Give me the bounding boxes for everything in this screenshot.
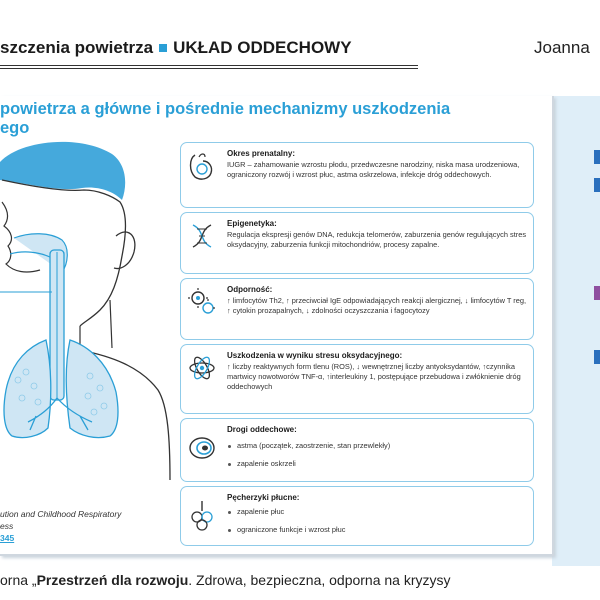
immune-cells-icon xyxy=(187,287,217,317)
figure-caption xyxy=(0,508,121,544)
side-mark-2 xyxy=(594,178,600,192)
airways-box xyxy=(180,418,534,482)
hair-shape xyxy=(0,142,125,200)
card-title-line1: powietrza a główne i pośrednie mechanizmy uszkodzenia xyxy=(0,100,451,118)
airway-icon xyxy=(187,433,217,463)
footer-text xyxy=(0,572,451,588)
prenatal-box xyxy=(180,142,534,208)
prenatal-text: IUGR – zahamowanie wzrostu płodu, przedwczesne narodziny, niska masa urodzeniowa, ograniczony rozwój i wzrost płuc, astma oskrzelowa, infekcje dróg oddechowych. xyxy=(227,160,520,180)
airways-item-1: astma (początek, zaostrzenie, stan przewlekły) xyxy=(227,441,390,451)
airways-item-2: zapalenie oskrzeli xyxy=(227,459,390,469)
header-divider-second xyxy=(0,68,418,69)
oxidative-stress-box xyxy=(180,344,534,414)
footer-bold: Przestrzeń dla rozwoju xyxy=(36,572,189,588)
card-title xyxy=(0,100,450,138)
alveoli-icon xyxy=(187,501,217,531)
oxidative-stress-text: ↑ liczby reaktywnych form tlenu (ROS), ↓ wewnętrznej liczby antyoksydantów, ↑czynnika martwicy nowotworów TNF-α, ↑interleukiny 1, postępujące przebudowa i zwłóknienie dróg oddechowych xyxy=(227,362,521,392)
card-title-line2: ego xyxy=(0,119,30,137)
caption-line1: ution and Childhood Respiratory xyxy=(0,509,122,519)
epigenetics-box xyxy=(180,212,534,274)
epigenetics-text: Regulacja ekspresji genów DNA, redukcja telomerów, zaburzenia genów regulujących stres oksydacyjny, zaburzenia funkcji mitochondriów, procesy zapalne. xyxy=(227,230,527,250)
immunity-title: Odporność: xyxy=(227,285,273,294)
alveoli-title: Pęcherzyki płucne: xyxy=(227,493,300,502)
airways-title: Drogi oddechowe: xyxy=(227,425,297,434)
header-title-part2: UKŁAD ODDECHOWY xyxy=(173,38,352,57)
blue-square-bullet-icon xyxy=(159,44,167,52)
slide-header-title xyxy=(0,38,352,58)
left-lung-shape xyxy=(4,340,51,438)
top-bar xyxy=(0,0,600,14)
neck-outline xyxy=(80,300,112,350)
header-divider xyxy=(0,65,418,66)
header-title-part1: szczenia powietrza xyxy=(0,38,154,57)
dna-icon xyxy=(187,221,217,251)
alveoli-box xyxy=(180,486,534,546)
airways-list xyxy=(227,441,390,477)
epigenetics-title: Epigenetyka: xyxy=(227,219,277,228)
side-panel xyxy=(552,96,600,566)
side-mark-4 xyxy=(594,350,600,364)
immunity-box xyxy=(180,278,534,340)
side-mark-1 xyxy=(594,150,600,164)
right-lung-shape xyxy=(66,340,118,438)
footer-prefix: orna „ xyxy=(0,572,37,588)
atom-icon xyxy=(187,353,217,383)
alveoli-list xyxy=(227,507,345,543)
oxidative-stress-title: Uszkodzenia w wyniku stresu oksydacyjnego: xyxy=(227,351,403,360)
alveoli-item-1: zapalenie płuc xyxy=(227,507,345,517)
footer-suffix: . Zdrowa, bezpieczna, odporna na kryzysy xyxy=(188,572,451,588)
fetus-icon xyxy=(187,151,217,181)
caption-link[interactable]: 345 xyxy=(0,533,15,543)
alveoli-item-2: ograniczone funkcje i wzrost płuc xyxy=(227,525,345,535)
respiratory-figure-illustration xyxy=(0,140,175,480)
caption-line2: ess xyxy=(0,521,14,531)
prenatal-title: Okres prenatalny: xyxy=(227,149,296,158)
immunity-text: ↑ limfocytów Th2, ↑ przeciwciał IgE odpowiadających reakcji alergicznej, ↓ limfocytów T reg, ↑ cytokin prozapalnych, ↓ zdolności oczyszczania i fagocytozy xyxy=(227,296,527,316)
header-author: Joanna xyxy=(534,38,590,57)
side-mark-3 xyxy=(594,286,600,300)
